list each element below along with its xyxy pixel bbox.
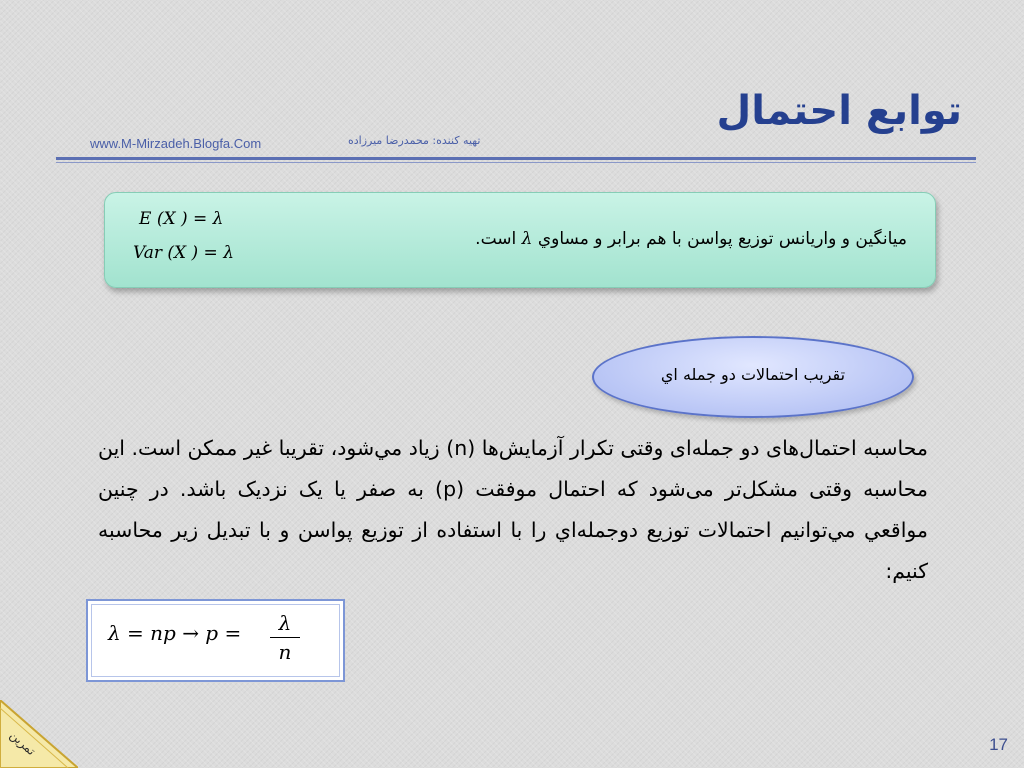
variance-formula: Var (X ) = λ [133, 243, 234, 263]
exercise-label: تمرین [7, 727, 39, 759]
fraction-denominator: n [278, 640, 292, 664]
mean-variance-statement [475, 229, 907, 249]
slide-title: توابع احتمال [716, 88, 962, 134]
body-paragraph: محاسبه احتمال‌های دو جمله‌ای وقتی تکرار آزمایش‌ها (n) زياد مي‌شود، تقریبا غیر ممکن است. این محاسبه وقتی مشکل‌تر می‌شود که احتمال موفقت (p) به صفر یا یک نزدیک باشد. در چنين مواقعي مي‌توانيم احتمالات توزيع دوجمله‌اي را با استفاده از توزيع پواسن و با تبديل زير محاسبه کنيم: [98, 436, 928, 583]
header-rule [56, 157, 976, 160]
topic-ellipse [592, 336, 914, 418]
fraction [270, 609, 300, 666]
header-rule-thin [56, 162, 976, 163]
approximation-formula: λ = np → p = [108, 621, 242, 645]
statement-end: است. [475, 229, 517, 249]
lambda-symbol: λ [521, 229, 533, 249]
mean-variance-box [104, 192, 936, 288]
website-url: www.M-Mirzadeh.Blogfa.Com [90, 136, 262, 151]
fraction-numerator: λ [270, 609, 300, 638]
author-credit: تهیه کننده: محمدرضا میرزاده [348, 134, 481, 147]
approximation-formula-box [86, 599, 345, 682]
mean-formula: E (X ) = λ [139, 209, 224, 229]
statement-text: ميانگين و واريانس توزيع پواسن با هم برابر و مساوي [537, 229, 907, 249]
exercise-corner-button[interactable] [0, 700, 78, 768]
page-number: 17 [989, 735, 1008, 754]
topic-label: تقريب احتمالات دو جمله اي [660, 365, 846, 384]
